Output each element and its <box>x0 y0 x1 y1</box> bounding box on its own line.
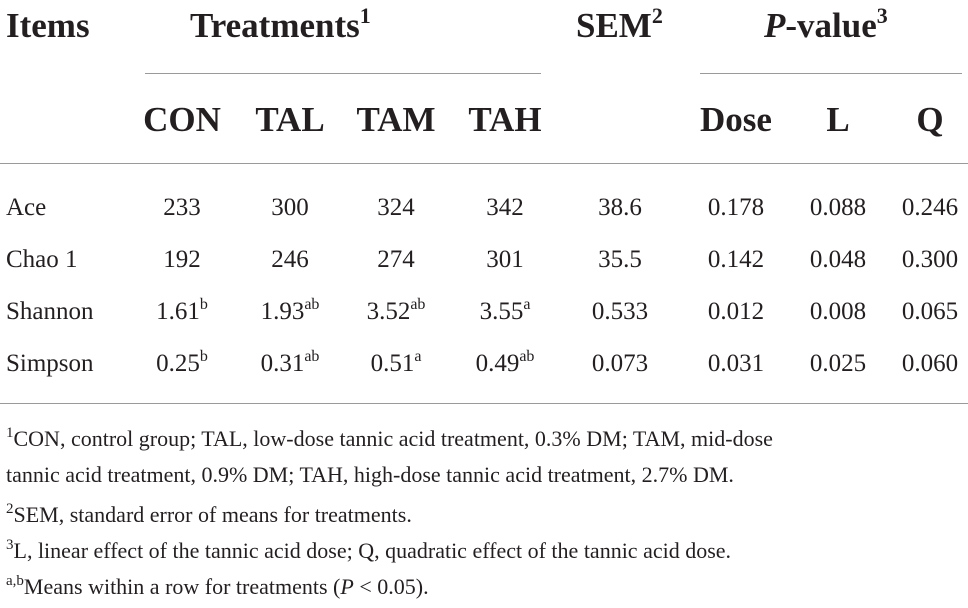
cell-l: 0.088 <box>809 194 867 221</box>
cell-value: 301 <box>486 246 524 273</box>
footnote-3 <box>6 538 731 564</box>
header-pvalue-footnote-mark: 3 <box>876 3 888 28</box>
subheader-tal: TAL <box>255 100 325 139</box>
subheader-tah: TAH <box>468 100 542 139</box>
cell-q: 0.246 <box>901 194 959 221</box>
row-label: Shannon <box>6 298 94 325</box>
cell-tam <box>346 193 446 223</box>
header-treatments-footnote-mark: 1 <box>359 3 371 28</box>
cell-superscript: ab <box>304 348 320 365</box>
cell-sem: 35.5 <box>598 246 642 273</box>
cell-q: 0.060 <box>901 350 959 377</box>
footnote-3-text: L, linear effect of the tannic acid dose; Q, quadratic effect of the tannic acid dose. <box>13 538 732 563</box>
footnote-1-continued <box>6 462 734 488</box>
cell-value: 246 <box>271 246 309 273</box>
subheader-l: L <box>826 100 850 139</box>
header-items-label: Items <box>6 6 90 45</box>
footnote-1 <box>6 426 773 452</box>
cell-value: 0.25 <box>156 350 200 377</box>
cell-l: 0.048 <box>809 246 867 273</box>
cell-l: 0.025 <box>809 350 867 377</box>
cell-con <box>132 193 232 223</box>
header-bottom-rule <box>0 163 968 164</box>
row-label: Simpson <box>6 350 94 377</box>
cell-superscript: ab <box>519 348 535 365</box>
cell-con <box>132 245 232 275</box>
cell-tal <box>240 193 340 223</box>
cell-con <box>132 297 232 327</box>
pvalue-spanner-rule <box>700 73 962 74</box>
cell-value: 0.49 <box>475 350 520 377</box>
cell-tah <box>455 349 555 379</box>
footnote-2 <box>6 502 412 528</box>
cell-q: 0.065 <box>901 298 959 325</box>
cell-superscript: b <box>199 296 208 313</box>
cell-superscript: a <box>414 348 422 365</box>
cell-tal <box>240 297 340 327</box>
cell-dose: 0.178 <box>707 194 765 221</box>
row-label: Ace <box>6 194 47 221</box>
header-treatments-label: Treatments <box>190 6 360 45</box>
cell-value: 1.93 <box>260 298 305 325</box>
header-pvalue <box>764 3 888 46</box>
footnote-1-mark: 1 <box>6 425 14 441</box>
cell-value: 0.51 <box>370 350 415 377</box>
cell-dose: 0.142 <box>707 246 765 273</box>
subheader-dose: Dose <box>700 100 772 139</box>
cell-superscript: a <box>523 296 531 313</box>
footnote-4 <box>6 574 429 600</box>
cell-value: 300 <box>271 194 309 221</box>
cell-tal <box>240 349 340 379</box>
table-bottom-rule <box>0 403 968 404</box>
cell-value: 1.61 <box>156 298 200 325</box>
subheader-con: CON <box>143 100 221 139</box>
cell-sem: 0.073 <box>591 350 649 377</box>
cell-value: 192 <box>163 246 201 273</box>
cell-dose: 0.031 <box>707 350 765 377</box>
cell-value: 3.52 <box>366 298 411 325</box>
cell-dose: 0.012 <box>707 298 765 325</box>
header-pvalue-p: P <box>764 6 786 45</box>
cell-tah <box>455 297 555 327</box>
cell-tam <box>346 349 446 379</box>
cell-sem: 0.533 <box>591 298 649 325</box>
footnote-1-line-1: CON, control group; TAL, low-dose tannic acid treatment, 0.3% DM; TAM, mid-dose <box>13 426 773 451</box>
cell-tam <box>346 297 446 327</box>
footnote-2-text: SEM, standard error of means for treatments. <box>13 502 412 527</box>
footnote-4-text-after: < 0.05). <box>353 574 429 599</box>
cell-tal <box>240 245 340 275</box>
cell-sem: 38.6 <box>598 194 642 221</box>
cell-value: 0.31 <box>260 350 305 377</box>
footnote-4-p: P <box>340 574 354 599</box>
footnote-3-mark: 3 <box>6 537 14 553</box>
cell-superscript: b <box>199 348 208 365</box>
header-items <box>6 6 90 46</box>
header-sem <box>576 3 663 46</box>
header-sem-label: SEM <box>576 6 652 45</box>
footnote-4-text-before: Means within a row for treatments ( <box>23 574 341 599</box>
header-pvalue-label: -value <box>785 6 877 45</box>
cell-q: 0.300 <box>901 246 959 273</box>
footnote-2-mark: 2 <box>6 501 14 517</box>
cell-value: 274 <box>377 246 415 273</box>
cell-l: 0.008 <box>809 298 867 325</box>
subheader-q: Q <box>916 100 944 139</box>
cell-superscript: ab <box>304 296 320 313</box>
cell-value: 233 <box>163 194 201 221</box>
footnote-4-mark: a,b <box>6 573 24 589</box>
header-treatments <box>190 3 371 46</box>
row-label: Chao 1 <box>6 246 78 273</box>
cell-value: 3.55 <box>479 298 524 325</box>
cell-con <box>132 349 232 379</box>
cell-tam <box>346 245 446 275</box>
cell-superscript: ab <box>410 296 426 313</box>
header-sem-footnote-mark: 2 <box>651 3 663 28</box>
treatments-spanner-rule <box>145 73 541 74</box>
footnote-1-line-2: tannic acid treatment, 0.9% DM; TAH, high-dose tannic acid treatment, 2.7% DM. <box>6 462 734 487</box>
cell-tah <box>455 193 555 223</box>
subheader-tam: TAM <box>356 100 436 139</box>
cell-tah <box>455 245 555 275</box>
cell-value: 324 <box>377 194 415 221</box>
cell-value: 342 <box>486 194 524 221</box>
